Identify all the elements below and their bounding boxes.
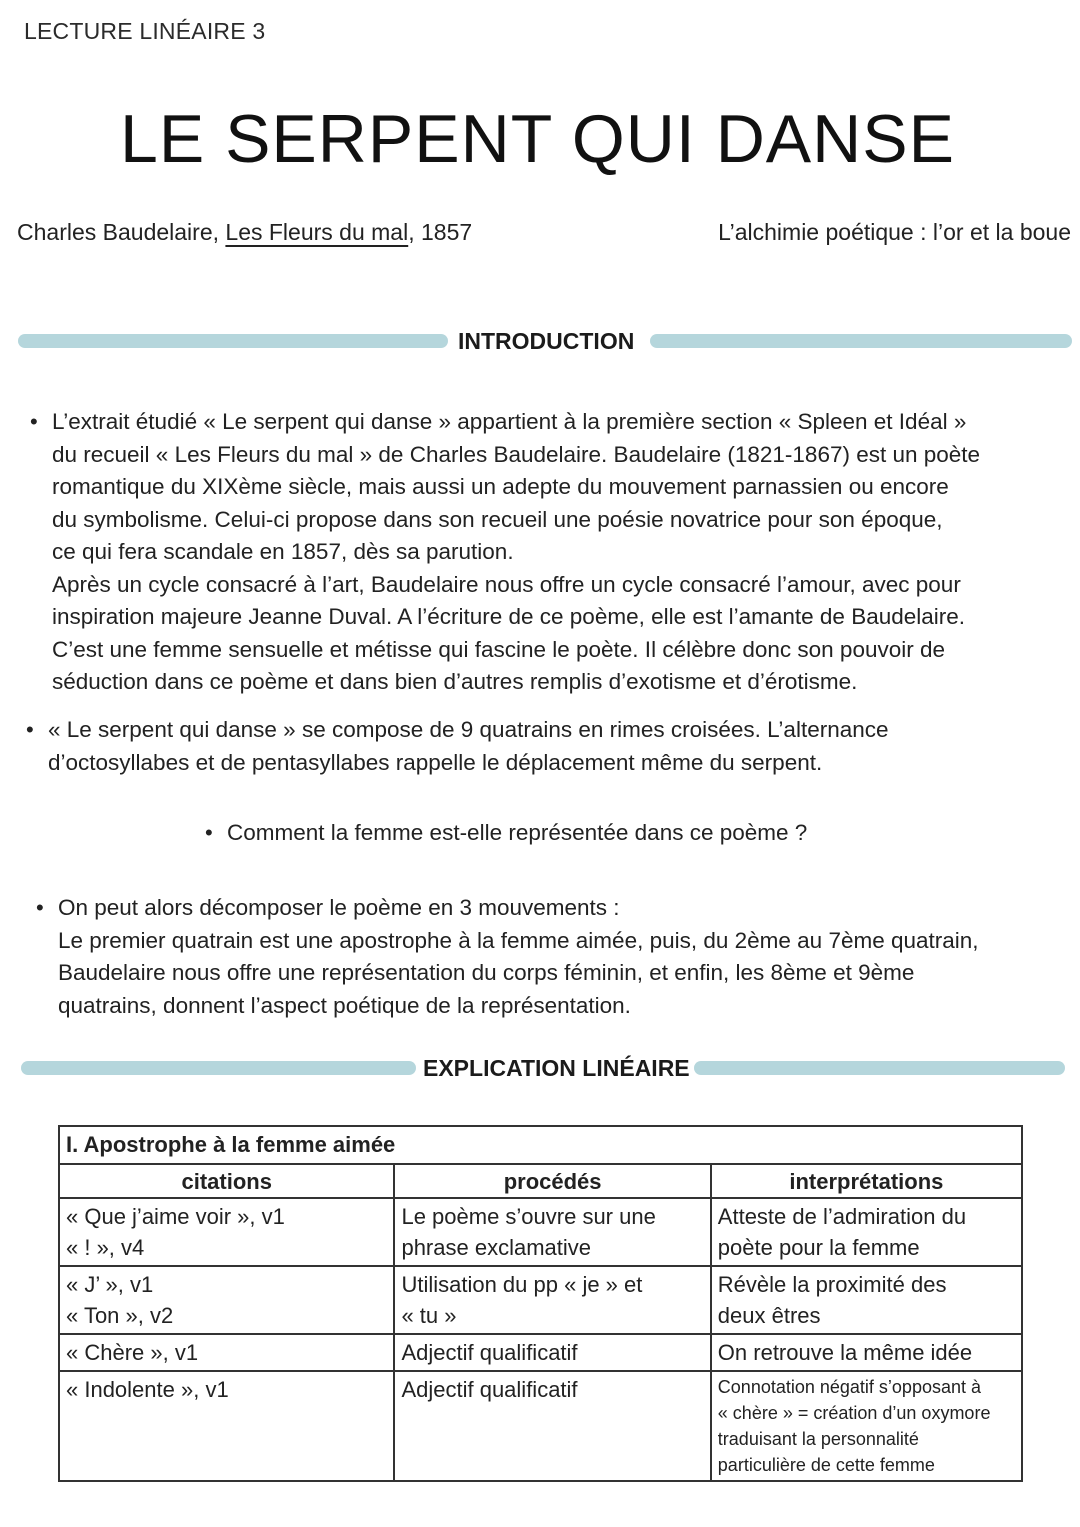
bullet-dot: • xyxy=(36,895,44,920)
bullet-dot: • xyxy=(30,409,38,434)
problematic-question xyxy=(205,817,1005,853)
table-caption-row xyxy=(59,1126,1022,1164)
cell-interpretation: Atteste de l’admiration du poète pour la femme xyxy=(711,1198,1022,1266)
cell-citation: « Indolente », v1 xyxy=(59,1371,394,1481)
cell-citation: « Que j’aime voir », v1 « ! », v4 xyxy=(59,1198,394,1266)
divider-line-right xyxy=(650,334,1072,348)
author-line xyxy=(17,219,472,246)
intro-paragraph-context xyxy=(30,406,1060,706)
divider-line-left xyxy=(18,334,448,348)
intro-paragraph-form xyxy=(26,714,1056,784)
explication-heading: EXPLICATION LINÉAIRE xyxy=(423,1055,690,1081)
explication-section-header xyxy=(18,1050,1072,1086)
cell-citation: « J’ », v1 « Ton », v2 xyxy=(59,1266,394,1334)
cell-procede: Utilisation du pp « je » et « tu » xyxy=(394,1266,710,1334)
table-row xyxy=(59,1334,1022,1371)
column-header-citations: citations xyxy=(59,1164,394,1198)
table-row xyxy=(59,1371,1022,1481)
author-prefix: Charles Baudelaire, xyxy=(17,219,226,245)
bullet-dot: • xyxy=(26,717,34,742)
intro-paragraph-movements xyxy=(36,892,1066,1032)
cell-interpretation: Révèle la proximité des deux êtres xyxy=(711,1266,1022,1334)
cell-procede: Adjectif qualificatif xyxy=(394,1334,710,1371)
cell-procede: Le poème s’ouvre sur une phrase exclamative xyxy=(394,1198,710,1266)
divider-line-left xyxy=(21,1061,416,1075)
bullet-dot: • xyxy=(205,820,213,845)
intro-text-3: On peut alors décomposer le poème en 3 mouvements : Le premier quatrain est une apostrophe à la femme aimée, puis, du 2ème au 7ème quatrain, Baudelaire nous offre une représentation du corps féminin, et enfin, les 8ème et 9ème quatrains, donnent l’aspect poétique de la représentation. xyxy=(58,895,979,1018)
theme-label: L’alchimie poétique : l’or et la boue xyxy=(718,219,1071,245)
series-label: LECTURE LINÉAIRE 3 xyxy=(24,18,266,44)
table-row xyxy=(59,1198,1022,1266)
column-header-interpretations: interprétations xyxy=(711,1164,1022,1198)
cell-procede: Adjectif qualificatif xyxy=(394,1371,710,1481)
introduction-section-header xyxy=(18,323,1072,359)
table-caption: I. Apostrophe à la femme aimée xyxy=(59,1126,1022,1164)
cell-interpretation: On retrouve la même idée xyxy=(711,1334,1022,1371)
intro-text-2: « Le serpent qui danse » se compose de 9 quatrains en rimes croisées. L’alternance d’octosyllabes et de pentasyllabes rappelle le déplacement même du serpent. xyxy=(48,717,889,775)
introduction-heading: INTRODUCTION xyxy=(458,328,635,354)
work-title: Les Fleurs du mal xyxy=(225,219,409,245)
table-header-row xyxy=(59,1164,1022,1198)
cell-interpretation: Connotation négatif s’opposant à « chère » = création d’un oxymore traduisant la personnalité particulière de cette femme xyxy=(711,1371,1022,1481)
page-title: LE SERPENT QUI DANSE xyxy=(120,101,955,177)
column-header-procedes: procédés xyxy=(394,1164,710,1198)
question-text: Comment la femme est-elle représentée dans ce poème ? xyxy=(227,820,808,845)
intro-text-1: L’extrait étudié « Le serpent qui danse » appartient à la première section « Spleen et Idéal » du recueil « Les Fleurs du mal » de Charles Baudelaire. Baudelaire (1821-1867) est un poète romantique du XIXème siècle, mais aussi un adepte du mouvement parnassien ou encore du symbolisme. Celui-ci propose dans son recueil une poésie novatrice pour son époque, ce qui fera scandale en 1857, dès sa parution. Après un cycle consacré à l’art, Baudelaire nous offre un cycle consacré l’amour, avec pour inspiration majeure Jeanne Duval. A l’écriture de ce poème, elle est l’amante de Baudelaire. C’est une femme sensuelle et métisse qui fascine le poète. Il célèbre donc son pouvoir de séduction dans ce poème et dans bien d’autres remplis d’exotisme et d’érotisme. xyxy=(52,409,981,694)
cell-citation: « Chère », v1 xyxy=(59,1334,394,1371)
analysis-table xyxy=(58,1125,1023,1482)
table-row xyxy=(59,1266,1022,1334)
divider-line-right xyxy=(694,1061,1065,1075)
author-suffix: , 1857 xyxy=(408,219,473,245)
